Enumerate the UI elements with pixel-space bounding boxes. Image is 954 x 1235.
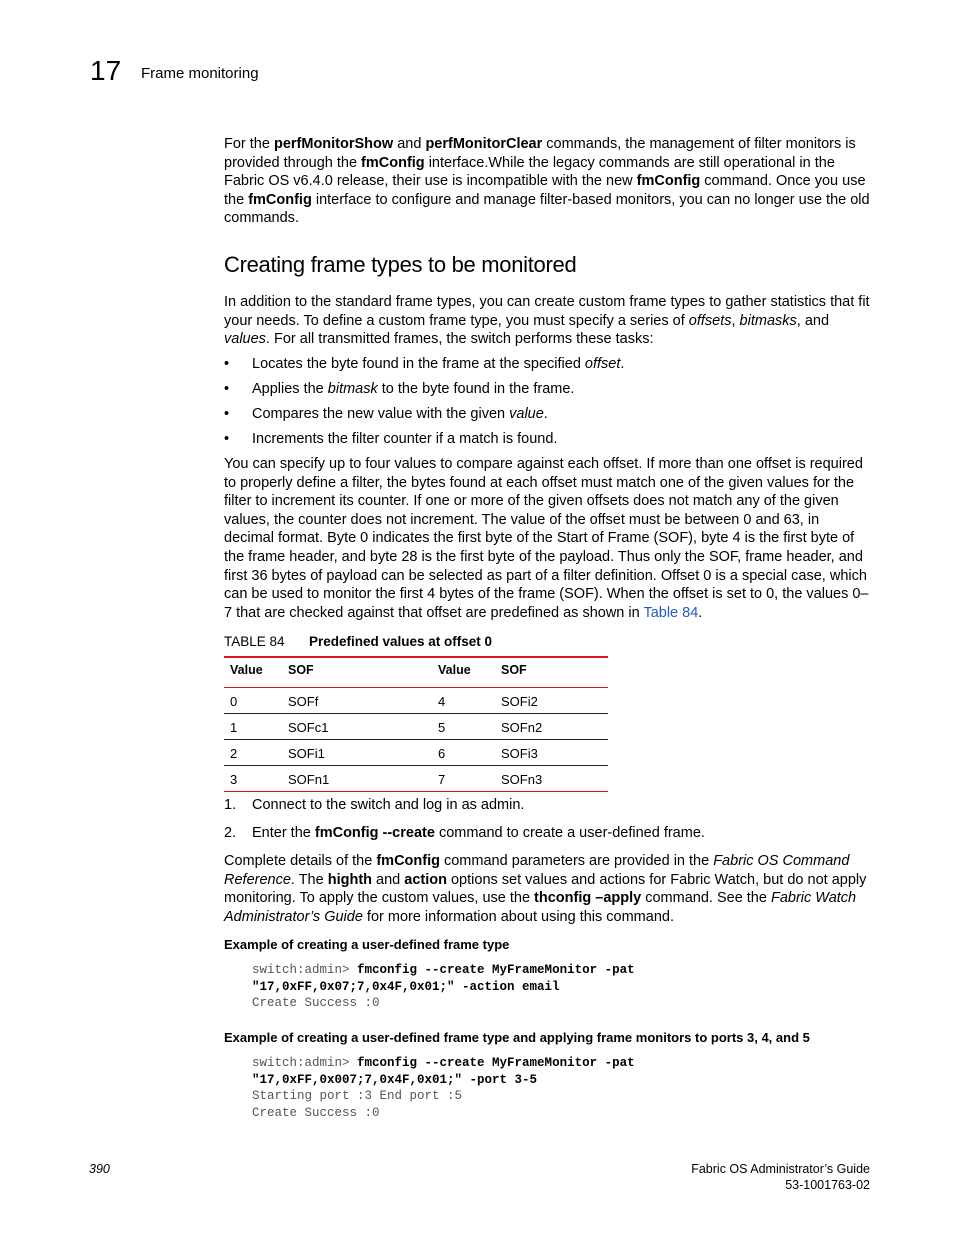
example-title: Example of creating a user-defined frame type bbox=[224, 937, 510, 952]
column-header: Value bbox=[230, 663, 263, 677]
column-header: SOF bbox=[501, 663, 527, 677]
table-cell: SOFi3 bbox=[501, 746, 538, 761]
command-perfmonitorshow: perfMonitorShow bbox=[273, 136, 394, 152]
section-intro-paragraph: In addition to the standard frame types, you can create custom frame types to gather statistics that fit your needs. To define a custom frame type, you must specify a series of offsets, bitmasks, and values. For all transmitted frames, the switch performs these tasks: bbox=[224, 294, 870, 348]
table-cell: SOFn3 bbox=[501, 772, 543, 787]
page-number: 390 bbox=[89, 1162, 110, 1176]
bullet-icon: • bbox=[224, 406, 230, 422]
offset-paragraph: You can specify up to four values to compare against each offset. If more than one offset is required to properly define a filter, the bytes found at each offset must match one of the given values for the filter to increment its counter. If one or more of the given offsets does not match any of the given values, the counter does not increment. The value of the offset must be between 0 and 63, in decimal format. Byte 0 indicates the first byte of the Start of Frame (SOF), byte 4 is the first byte of the frame header, and byte 28 is the first byte of the payload. Thus only the SOF, frame header, and first 36 bytes of payload can be selected as part of a filter definition. Offset 0 is a special case, which can be used to monitor the first 4 bytes of the frame (SOF). When the offset is set to 0, the values 0–7 that are checked against that offset are predefined as shown in Table 84. bbox=[224, 456, 869, 621]
column-header: Value bbox=[438, 663, 471, 677]
table-cell: 5 bbox=[438, 720, 446, 735]
details-paragraph: Complete details of the fmConfig command parameters are provided in the Fabric OS Command Reference. The highth and action options set values and actions for Fabric Watch, but do not apply monitoring. To apply the custom values, use the thconfig –apply command. See the Fabric Watch Administrator’s Guide for more information about using this command. bbox=[224, 853, 867, 925]
section-heading: Creating frame types to be monitored bbox=[224, 252, 577, 277]
command-fmconfig: fmConfig bbox=[636, 173, 701, 190]
table-cell: SOFi1 bbox=[288, 746, 325, 761]
bullet-icon: • bbox=[224, 381, 230, 397]
table-header-row bbox=[224, 658, 608, 688]
table-cell: SOFf bbox=[288, 694, 319, 709]
command-perfmonitorclear: perfMonitorClear bbox=[425, 136, 543, 152]
table-row bbox=[224, 766, 608, 792]
table-cell: 1 bbox=[230, 720, 238, 735]
table-cell: SOFn1 bbox=[288, 772, 330, 787]
command-fmconfig-create: fmConfig --create bbox=[314, 825, 435, 841]
table-cell: 3 bbox=[230, 772, 238, 787]
table-cell: SOFc1 bbox=[288, 720, 329, 735]
step-number: 1. bbox=[224, 797, 237, 813]
command-fmconfig: fmConfig bbox=[248, 191, 312, 208]
chapter-title: Frame monitoring bbox=[141, 65, 259, 82]
table-row bbox=[224, 688, 608, 714]
table-cell: 4 bbox=[438, 694, 446, 709]
column-header: SOF bbox=[288, 663, 314, 677]
table-cell: SOFn2 bbox=[501, 720, 543, 735]
code-block: switch:admin> fmconfig --create MyFrameMonitor -pat "17,0xFF,0x007;7,0x4F,0x01;" -port 3-5 Starting port :3 End port :5 Create Success :0 bbox=[252, 1056, 635, 1120]
table-caption: TABLE 84 bbox=[224, 634, 285, 649]
step-number: 2. bbox=[224, 825, 237, 841]
table-cell: 0 bbox=[230, 694, 238, 709]
reference-title: Fabric Watch Administrator’s Guide bbox=[224, 890, 857, 925]
example-title: Example of creating a user-defined frame type and applying frame monitors to ports 3, 4, and 5 bbox=[224, 1030, 810, 1045]
table-84-link[interactable]: Table 84 bbox=[643, 604, 699, 621]
chapter-number: 17 bbox=[90, 55, 122, 86]
bullet-icon: • bbox=[224, 431, 230, 447]
reference-title: Fabric OS Command Reference bbox=[224, 853, 850, 888]
table-row bbox=[224, 740, 608, 766]
code-block: switch:admin> fmconfig --create MyFrameMonitor -pat "17,0xFF,0x07;7,0x4F,0x01;" -action email Create Success :0 bbox=[252, 963, 635, 1010]
predefined-values-table bbox=[224, 656, 608, 792]
table-cell: SOFi2 bbox=[501, 694, 538, 709]
command-fmconfig: fmConfig bbox=[361, 154, 425, 171]
bullet-icon: • bbox=[224, 356, 230, 372]
doc-number: 53-1001763-02 bbox=[785, 1178, 870, 1192]
table-cell: 6 bbox=[438, 746, 446, 761]
table-row bbox=[224, 714, 608, 740]
table-cell: 2 bbox=[230, 746, 238, 761]
intro-paragraph: For the perfMonitorShow and perfMonitorClear commands, the management of filter monitors is provided through the fmConfig interface.While the legacy commands are still operational in the Fabric OS v6.4.0 release, their use is incompatible with the new fmConfig command. Once you use the fmConfig interface to configure and manage filter-based monitors, you can no longer use the old commands. bbox=[224, 136, 870, 227]
table-cell: 7 bbox=[438, 772, 446, 787]
table-title: Predefined values at offset 0 bbox=[309, 634, 493, 649]
guide-title: Fabric OS Administrator’s Guide bbox=[691, 1162, 870, 1176]
